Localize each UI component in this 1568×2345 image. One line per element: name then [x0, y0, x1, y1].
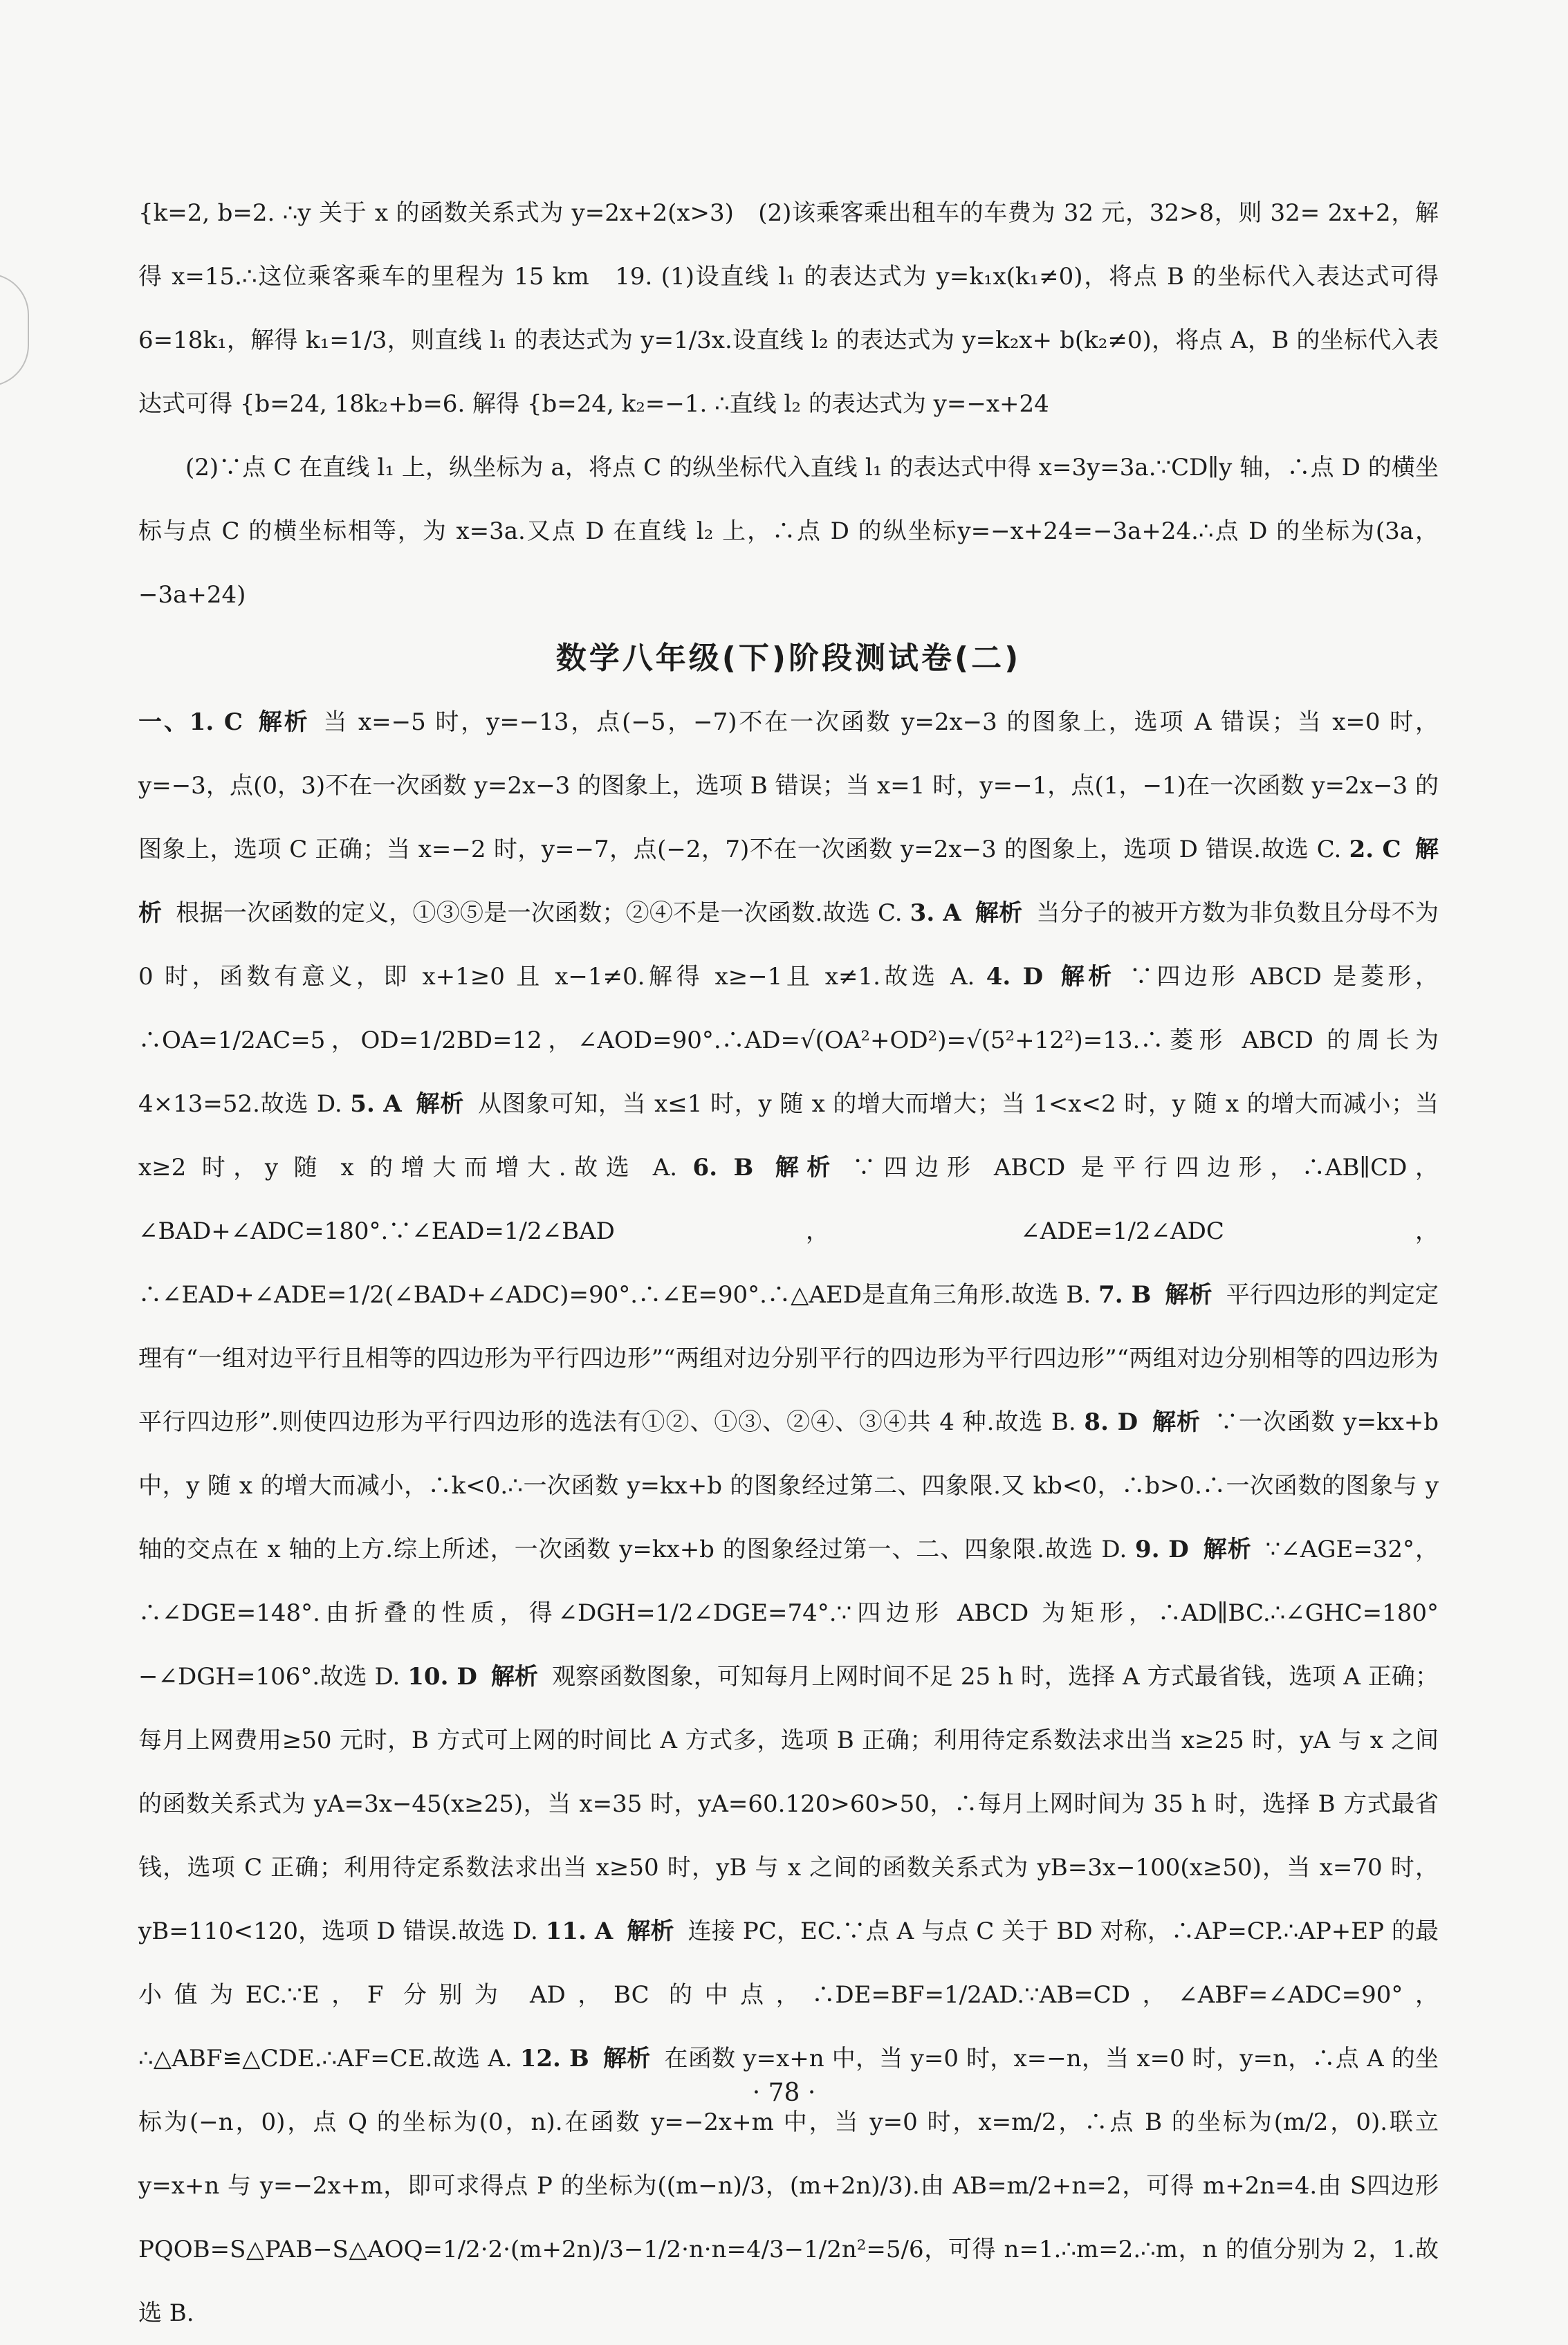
answer-text: 平行四边形的判定定理有“一组对边平行且相等的四边形为平行四边形”“两组对边分别平行的四边形为平行四边形”“两组对边分别相等的四边形为平行四边形”.则使四边形为平行四边形的选法有①②、①③、②④、③④共 4 种.故选 B.: [138, 1281, 1439, 1436]
answer-number: 8. D: [1084, 1408, 1138, 1436]
answer-number: 5. A: [350, 1090, 402, 1118]
jiexi-label: 解析: [1202, 1536, 1252, 1563]
jiexi-label: 解析: [1165, 1281, 1212, 1309]
continuation-line: 的坐标代入表达式可得 6=18k₁，解得 k₁=1/3，则直线 l₁ 的表达式为 y=1/3x.设直线 l₂ 的表达式为 y=k₂x+: [138, 263, 1439, 354]
answer-text: ∵∠AGE=32°，∴∠DGE=148°.由折叠的性质，得∠DGH=1/2∠DGE=74°.∵四边形 ABCD 为矩形，∴AD∥BC.∴∠GHC=180°−∠DGH=106°.故选 D.: [138, 1536, 1439, 1691]
continuation-line: b(k₂≠0)，将点 A，B 的坐标代入表达式可得 {b=24, 18k₂+b=6. 解得 {b=24, k₂=−1. ∴直线 l₂ 的表达式为 y=−x+24: [138, 327, 1439, 418]
part-2-paragraph: (2)∵点 C 在直线 l₁ 上，纵坐标为 a，将点 C 的纵坐标代入直线 l₁ 的表达式中得 x=3y=3a.∵CD∥y 轴，∴点 D 的横坐标与点 C 的横坐标相等，为 x=3a.又点 D 在直线 l₂ 上，∴点 D 的纵坐标y=−x+24=−3a+24.∴点 D 的坐标为(3a，−3a+24): [138, 454, 1439, 609]
answer-number: 9. D: [1135, 1536, 1189, 1563]
continuation-line: 2x+2，解得 x=15.∴这位乘客乘车的里程为 15 km 19. (1)设直线 l₁ 的表达式为 y=k₁x(k₁≠0)，将点 B: [138, 199, 1439, 291]
answer-text: 根据一次函数的定义，①③⑤是一次函数；②④不是一次函数.故选 C.: [176, 899, 903, 927]
jiexi-label: 解析: [256, 708, 310, 736]
answer-text: ∵四边形 ABCD 是菱形，∴OA=1/2AC=5，OD=1/2BD=12，∠AOD=90°.∴AD=√(OA²+OD²)=√(5²+12²)=13.∴菱形 ABCD 的周长为 4×13=52.故选 D.: [138, 963, 1439, 1118]
answer-number: 3. A: [910, 899, 961, 927]
jiexi-label: 解析: [1152, 1408, 1201, 1436]
answer-number: 7. B: [1098, 1281, 1152, 1309]
continuation-paragraph: [138, 181, 1439, 436]
jiexi-label: 解析: [767, 1154, 839, 1181]
answer-text: 从图象可知，当 x≤1 时，y 随 x 的增大而增大；当 1<x<2 时，y 随 x 的增大而减小；当 x≥2 时，y 随 x 的增大而增大.故选 A.: [138, 1090, 1439, 1181]
answer-text: ∵一次函数 y=kx+b 中，y 随 x 的增大而减小，∴k<0.∴一次函数 y=kx+b 的图象经过第二、四象限.又 kb<0，∴b>0.∴一次函数的图象与 y 轴的交点在 x 轴的上方.综上所述，一次函数 y=kx+b 的图象经过第一、二、四象限.故选 D.: [138, 1408, 1439, 1563]
answer-number: 12. B: [519, 2045, 589, 2072]
answer-number: 2. C: [1349, 836, 1401, 863]
answer-text: 当 x=−5 时，y=−13，点(−5，−7)不在一次函数 y=2x−3 的图象上，选项 A 错误；当 x=0 时，y=−3，点(0，3)不在一次函数 y=2x−3 的图象上，选项 B 错误；当 x=1 时，y=−1，点(1，−1)在一次函数 y=2x−3 的图象上，选项 C 正确；当 x=−2 时，y=−7，点(−2，7)不在一次函数 y=2x−3 的图象上，选项 D 错误.故选 C.: [138, 708, 1439, 863]
answer-number: 一、1. C: [138, 708, 243, 736]
jiexi-label: 解析: [602, 2045, 651, 2072]
answer-text: ∵四边形 ABCD 是平行四边形，∴AB∥CD，∠BAD+∠ADC=180°.∵∠EAD=1/2∠BAD，∠ADE=1/2∠ADC，∴∠EAD+∠ADE=1/2(∠BAD+∠ADC)=90°.∴∠E=90°.∴△AED是直角三角形.故选 B.: [138, 1154, 1439, 1309]
answer-text: 观察函数图象，可知每月上网时间不足 25 h 时，选择 A 方式最省钱，选项 A 正确；每月上网费用≥50 元时，B 方式可上网的时间比 A 方式多，选项 B 正确；利用待定系数法求出当 x≥25 时，yA 与 x 之间的函数关系式为 yA=3x−45(x≥25)，当 x=35 时，yA=60.120>60>50，∴每月上网时间为 35 h 时，选择 B 方式最省钱，选项 C 正确；利用待定系数法求出当 x≥50 时，yB 与 x 之间的函数关系式为 yB=3x−100(x≥50)，当 x=70 时，yB=110<120，选项 D 错误.故选 D.: [138, 1663, 1439, 1945]
answer-number: 11. A: [545, 1918, 614, 1945]
answer-text: 在函数 y=x+n 中，当 y=0 时，x=−n，当 x=0 时，y=n，∴点 A 的坐标为(−n，0)，点 Q 的坐标为(0，n).在函数 y=−2x+m 中，当 y=0 时，x=m/2，∴点 B 的坐标为(m/2，0).联立 y=x+n 与 y=−2x+m，即可求得点 P 的坐标为((m−n)/3，(m+2n)/3).由 AB=m/2+n=2，可得 m+2n=4.由 S四边形PQOB=S△PAB−S△AOQ=1/2·2·(m+2n)/3−1/2·n·n=4/3−1/2n²=5/6，可得 n=1.∴m=2.∴m，n 的值分别为 2，1.故选 B.: [138, 2045, 1439, 2327]
jiexi-label: 解析: [627, 1918, 674, 1945]
binding-hole-mark: [0, 273, 29, 387]
answer-item: [138, 1663, 1439, 1945]
answer-number: 10. D: [407, 1663, 477, 1691]
continuation-line: {k=2, b=2. ∴y 关于 x 的函数关系式为 y=2x+2(x>3) (2)该乘客乘出租车的车费为 32 元，32>8，则 32=: [138, 199, 1320, 227]
answer-text: 当分子的被开方数为非负数且分母不为 0 时，函数有意义，即 x+1≥0 且 x−1≠0.解得 x≥−1且 x≠1.故选 A.: [138, 899, 1439, 991]
answer-item: [138, 708, 1439, 863]
jiexi-label: 解析: [490, 1663, 539, 1691]
jiexi-label: 解析: [138, 836, 1439, 927]
page-content: [138, 181, 1439, 2345]
jiexi-label: 解析: [415, 1090, 465, 1118]
section-title: 数学八年级(下)阶段测试卷(二): [555, 641, 1022, 676]
jiexi-label: 解析: [975, 899, 1023, 927]
jiexi-label: 解析: [1057, 963, 1116, 991]
answer-text: 连接 PC，EC.∵点 A 与点 C 关于 BD 对称，∴AP=CP.∴AP+EP 的最小值为EC.∵E，F 分别为 AD，BC 的中点，∴DE=BF=1/2AD.∵AB=CD，∠ABF=∠ADC=90°，∴△ABF≌△CDE.∴AF=CE.故选 A.: [138, 1918, 1439, 2072]
page-number: · 78 ·: [752, 2079, 816, 2107]
answer-number: 6. B: [692, 1154, 754, 1181]
answer-number: 4. D: [986, 963, 1044, 991]
